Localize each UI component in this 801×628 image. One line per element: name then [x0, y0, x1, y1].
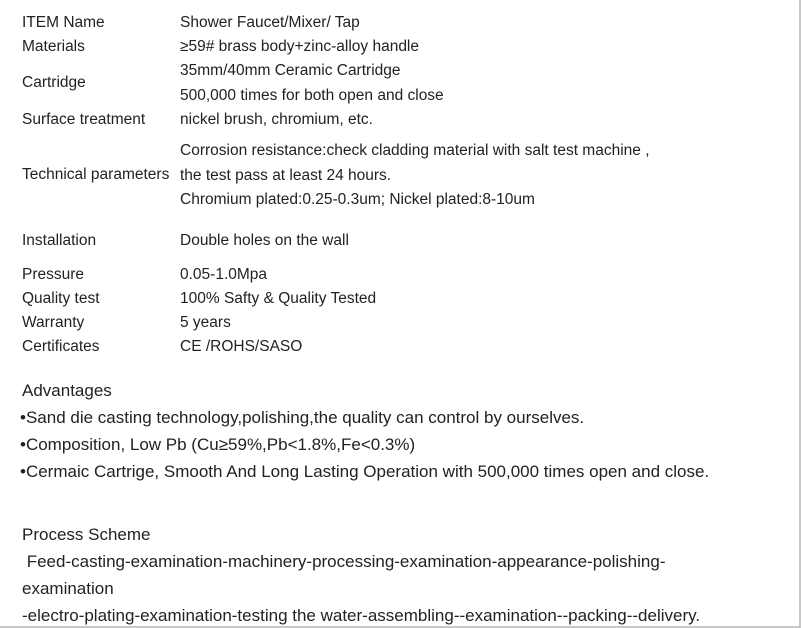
spec-value-line: 35mm/40mm Ceramic Cartridge	[180, 62, 401, 79]
spec-value-line: CE /ROHS/SASO	[180, 338, 303, 355]
spec-value	[180, 263, 267, 288]
spec-value-line: nickel brush, chromium, etc.	[180, 111, 373, 128]
process-line: examination	[22, 579, 114, 598]
spec-value	[180, 287, 376, 312]
spec-label: Surface treatment	[22, 111, 146, 128]
advantages-title: Advantages	[22, 381, 112, 400]
spec-value-line: Chromium plated:0.25-0.3um; Nickel plated:8-10um	[180, 191, 535, 208]
spec-value-line: Shower Faucet/Mixer/ Tap	[180, 14, 360, 31]
process-title: Process Scheme	[22, 525, 151, 544]
spec-label: Materials	[22, 38, 85, 55]
spec-value-line: the test pass at least 24 hours.	[180, 166, 392, 184]
advantage-item: •Sand die casting technology,polishing,the quality can control by ourselves.	[20, 408, 585, 427]
process-line: Feed-casting-examination-machinery-processing-examination-appearance-polishing-	[22, 552, 666, 571]
spec-label: Warranty	[22, 314, 85, 331]
spec-value-line: 5 years	[180, 314, 231, 331]
spec-label: Pressure	[22, 266, 85, 283]
spec-value	[180, 229, 349, 254]
spec-label: Quality test	[22, 290, 100, 307]
spec-value	[180, 139, 650, 213]
spec-value	[180, 11, 360, 36]
advantage-item: •Cermaic Cartrige, Smooth And Long Lasting Operation with 500,000 times open and close.	[20, 462, 710, 481]
spec-value-line: 100% Safty & Quality Tested	[180, 290, 377, 307]
spec-value	[180, 311, 231, 336]
spec-value	[180, 335, 302, 360]
spec-label: ITEM Name	[22, 14, 105, 31]
spec-label: Certificates	[22, 338, 100, 355]
spec-value	[180, 35, 419, 60]
spec-value	[180, 108, 373, 133]
spec-value-line: ≥59# brass body+zinc-alloy handle	[180, 38, 420, 55]
spec-value-line: Corrosion resistance:check cladding material with salt test machine ,	[180, 142, 650, 159]
advantage-item: •Composition, Low Pb (Cu≥59%,Pb<1.8%,Fe<0.3%)	[20, 435, 416, 454]
process-line: -electro-plating-examination-testing the water-assembling--examination--packing--delivery.	[22, 606, 701, 625]
spec-value-line: 0.05-1.0Mpa	[180, 266, 268, 283]
spec-value	[180, 59, 444, 108]
spec-label: Installation	[22, 232, 97, 249]
spec-value-line: Double holes on the wall	[180, 232, 349, 249]
spec-label: Cartridge	[22, 74, 86, 91]
spec-value-line: 500,000 times for both open and close	[180, 86, 444, 104]
spec-label: Technical parameters	[22, 166, 170, 183]
